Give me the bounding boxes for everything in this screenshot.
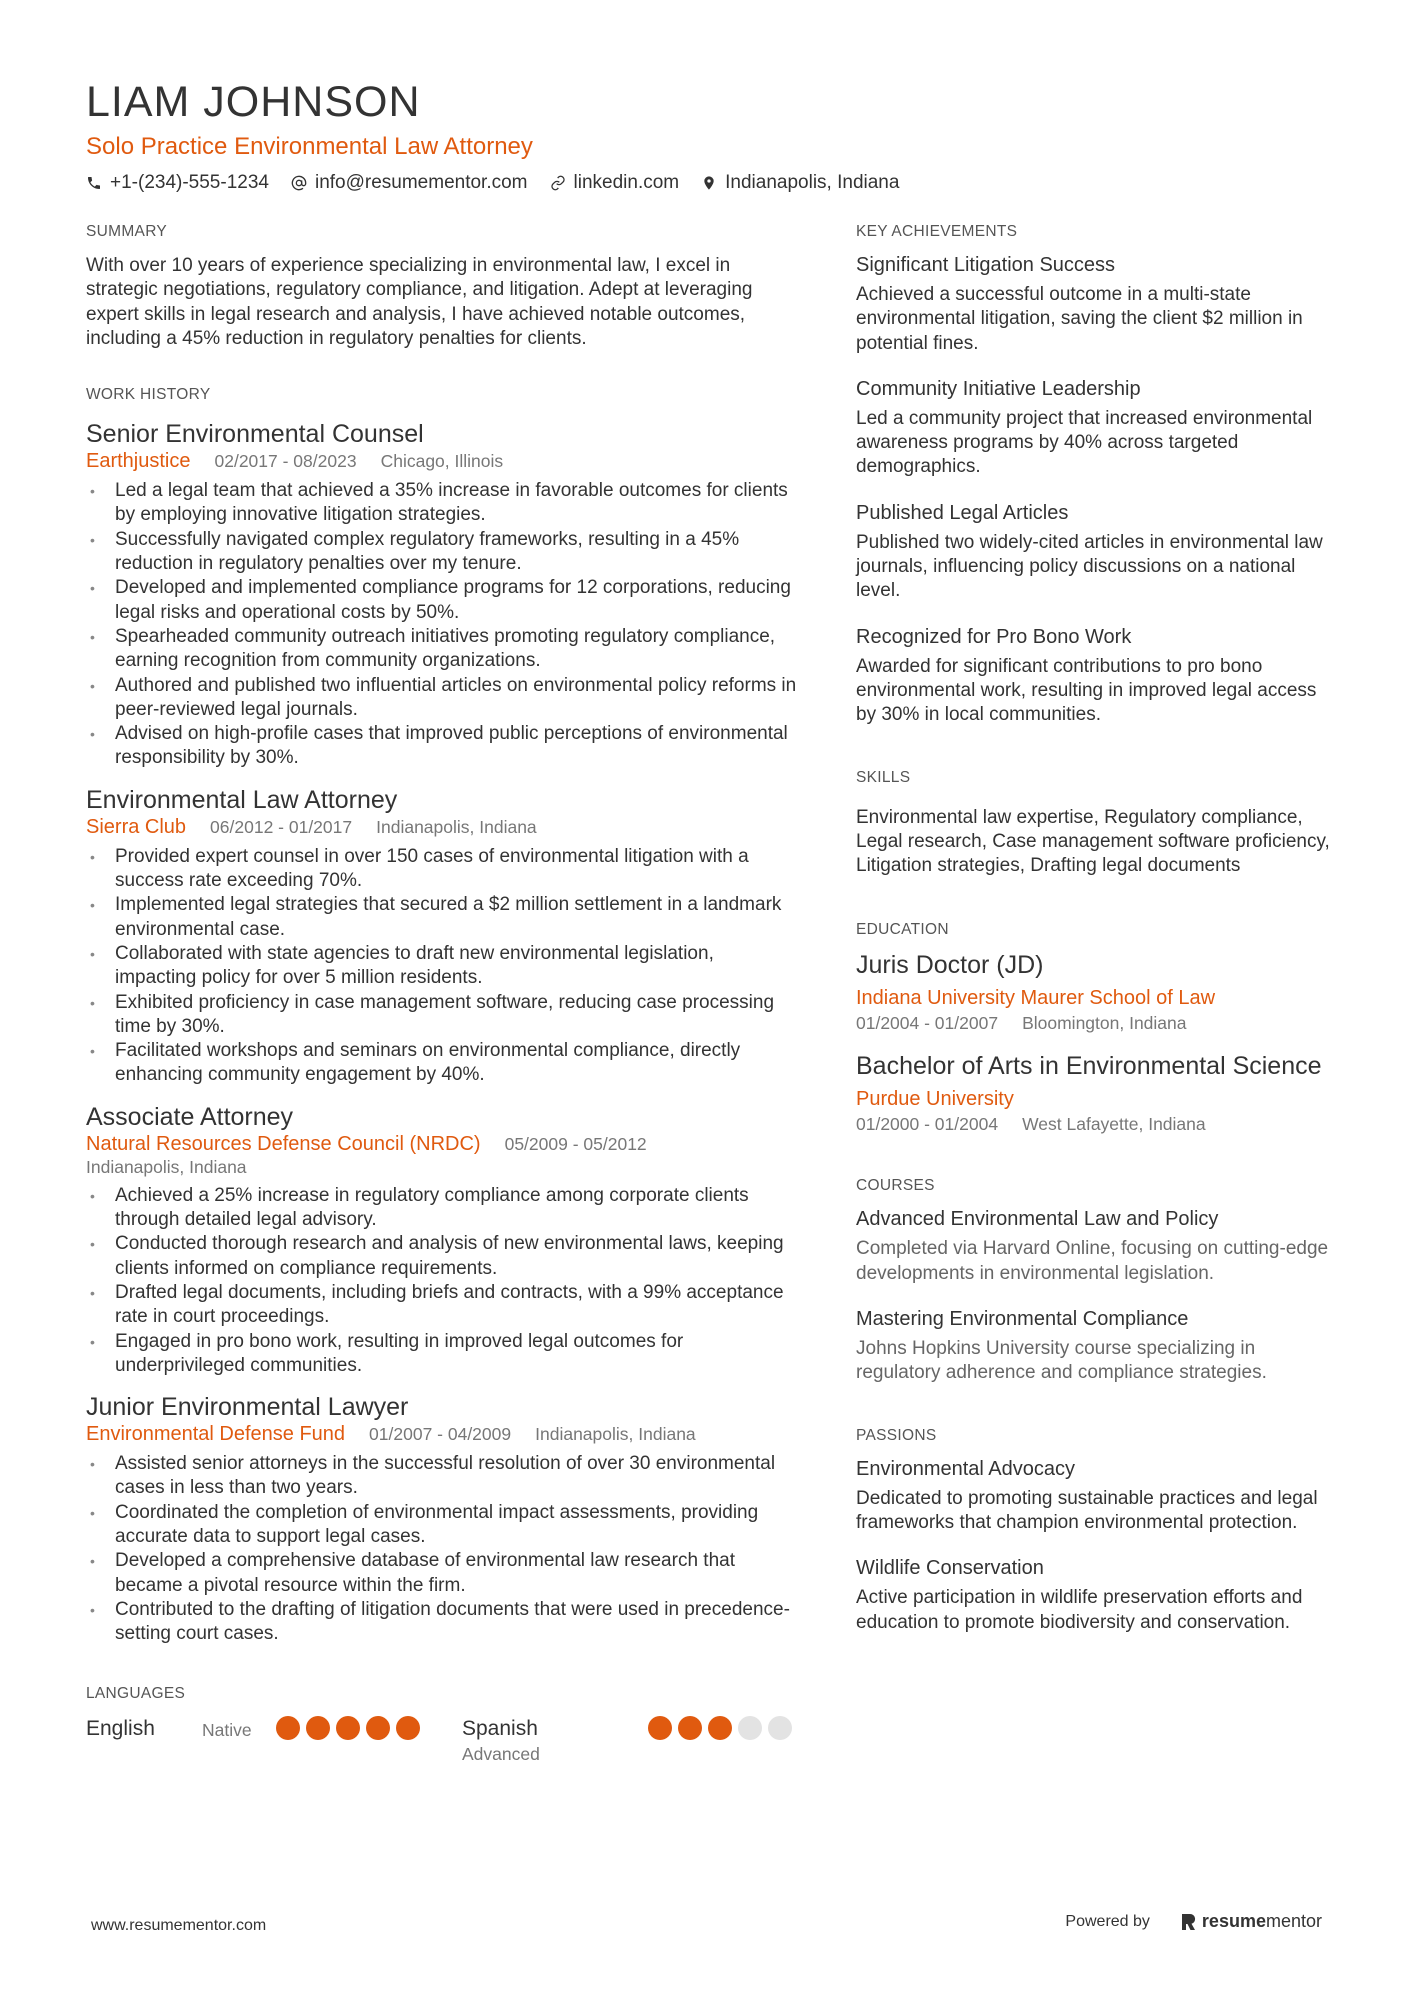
job-location: Chicago, Illinois bbox=[380, 451, 504, 472]
achievement-desc: Published two widely-cited articles in environmental law journals, influencing policy discussions on a national level. bbox=[856, 531, 1323, 602]
education-degree: Juris Doctor (JD) bbox=[856, 951, 1044, 980]
job-meta bbox=[86, 449, 798, 473]
job-company: Environmental Defense Fund bbox=[86, 1423, 346, 1446]
job-bullet: • Coordinated the completion of environmental impact assessments, providing accurate data to support legal cases. bbox=[86, 1501, 798, 1550]
language-item bbox=[86, 1716, 462, 1766]
job-bullet: • Authored and published two influential articles on environmental policy reforms in peer-reviewed legal journals. bbox=[86, 674, 798, 723]
rating-dot-filled bbox=[336, 1716, 360, 1740]
rating-dot-filled bbox=[648, 1716, 672, 1740]
achievement-item bbox=[856, 624, 1336, 728]
languages-heading: LANGUAGES bbox=[86, 1685, 186, 1703]
education-dates: 01/2004 - 01/2007 bbox=[856, 1013, 999, 1034]
education-meta bbox=[856, 1011, 1336, 1035]
job-bullet: • Provided expert counsel in over 150 cases of environmental litigation with a success rate exceeding 70%. bbox=[86, 845, 798, 894]
education-heading: EDUCATION bbox=[856, 921, 949, 939]
contact-linkedin[interactable] bbox=[550, 170, 680, 196]
brand-regular: mentor bbox=[1265, 1911, 1322, 1931]
education-degree: Bachelor of Arts in Environmental Science bbox=[856, 1052, 1322, 1081]
job-dates: 05/2009 - 05/2012 bbox=[504, 1133, 647, 1154]
email-text: info@resumementor.com bbox=[314, 172, 528, 193]
skills-section bbox=[856, 768, 1336, 879]
job-bullet: • Drafted legal documents, including briefs and contracts, with a 99% acceptance rate in court proceedings. bbox=[86, 1281, 798, 1330]
language-level: Advanced bbox=[462, 1744, 540, 1765]
brand-bold: resume bbox=[1201, 1911, 1266, 1931]
job-meta bbox=[86, 1132, 798, 1156]
phone-text: +1-(234)-555-1234 bbox=[110, 172, 269, 193]
achievement-desc: Led a community project that increased environmental awareness programs by 40% across targeted demographics. bbox=[856, 407, 1313, 478]
job-location: Indianapolis, Indiana bbox=[86, 1156, 247, 1177]
rating-dot-filled bbox=[306, 1716, 330, 1740]
right-column bbox=[856, 222, 1336, 1635]
job-entry bbox=[86, 1102, 798, 1378]
language-item bbox=[462, 1716, 798, 1766]
language-name: English bbox=[86, 1717, 155, 1741]
education-school: Indiana University Maurer School of Law bbox=[856, 987, 1216, 1010]
achievement-desc: Achieved a successful outcome in a multi-state environmental litigation, saving the client $2 million in potential fines. bbox=[856, 284, 1303, 354]
job-bullet: • Engaged in pro bono work, resulting in improved legal outcomes for underprivileged communities. bbox=[86, 1330, 798, 1379]
course-desc: Completed via Harvard Online, focusing on cutting-edge developments in environmental legislation. bbox=[856, 1238, 1329, 1284]
education-item bbox=[856, 950, 1336, 1035]
rating-dot-filled bbox=[678, 1716, 702, 1740]
phone-icon bbox=[86, 175, 102, 191]
work-history-section bbox=[86, 385, 798, 1646]
job-bullets bbox=[86, 1184, 798, 1378]
job-company: Sierra Club bbox=[86, 815, 187, 838]
contact-phone[interactable] bbox=[86, 170, 269, 196]
language-rating bbox=[276, 1716, 426, 1740]
passion-item bbox=[856, 1555, 1336, 1635]
job-bullet: • Implemented legal strategies that secured a $2 million settlement in a landmark environmental case. bbox=[86, 893, 798, 942]
language-level: Native bbox=[202, 1720, 252, 1741]
education-section bbox=[856, 920, 1336, 1136]
job-bullet: • Developed a comprehensive database of environmental law research that became a pivotal resource within the firm. bbox=[86, 1549, 798, 1598]
footer-branding bbox=[1065, 1911, 1322, 1932]
achievement-item bbox=[856, 500, 1336, 604]
courses-section bbox=[856, 1176, 1336, 1385]
language-rating bbox=[648, 1716, 798, 1740]
powered-by-label: Powered by bbox=[1065, 1912, 1150, 1930]
job-dates: 02/2017 - 08/2023 bbox=[214, 451, 357, 472]
achievements-heading: KEY ACHIEVEMENTS bbox=[856, 223, 1018, 240]
job-bullet: • Successfully navigated complex regulatory frameworks, resulting in a 45% reduction in regulatory penalties over my tenure. bbox=[86, 528, 798, 577]
rating-dot-empty bbox=[768, 1716, 792, 1740]
passions-section bbox=[856, 1426, 1336, 1635]
job-bullet: • Conducted thorough research and analysis of new environmental laws, keeping clients informed on compliance requirements. bbox=[86, 1232, 798, 1281]
courses-heading: COURSES bbox=[856, 1177, 935, 1195]
job-entry bbox=[86, 1392, 798, 1646]
brand-logo[interactable] bbox=[1180, 1911, 1322, 1932]
job-bullets bbox=[86, 845, 798, 1088]
left-column bbox=[86, 222, 798, 1766]
summary-text: With over 10 years of experience specializing in environmental law, I excel in strategic negotiations, regulatory compliance, and litigation. Adept at leveraging expert skills in legal research and analysis, I have achieved notable outcomes, including a 45% reduction in regulatory penalties for clients. bbox=[86, 255, 753, 349]
job-bullet: • Achieved a 25% increase in regulatory compliance among corporate clients through detailed legal advisory. bbox=[86, 1184, 798, 1233]
job-title: Junior Environmental Lawyer bbox=[86, 1393, 409, 1422]
course-title: Mastering Environmental Compliance bbox=[856, 1308, 1189, 1331]
rating-dot-filled bbox=[276, 1716, 300, 1740]
passion-title: Wildlife Conservation bbox=[856, 1557, 1044, 1580]
summary-heading: SUMMARY bbox=[86, 223, 168, 240]
location-text: Indianapolis, Indiana bbox=[725, 172, 900, 193]
rating-dot-empty bbox=[738, 1716, 762, 1740]
language-name-wrap bbox=[86, 1716, 202, 1742]
job-meta bbox=[86, 815, 798, 839]
contact-location bbox=[701, 170, 899, 196]
achievement-title: Community Initiative Leadership bbox=[856, 377, 1141, 400]
job-company: Natural Resources Defense Council (NRDC) bbox=[86, 1132, 481, 1155]
location-pin-icon bbox=[701, 175, 717, 191]
achievement-title: Significant Litigation Success bbox=[856, 254, 1116, 276]
contact-bar bbox=[86, 170, 1336, 196]
passions-heading: PASSIONS bbox=[856, 1426, 937, 1444]
job-dates: 06/2012 - 01/2017 bbox=[210, 816, 353, 837]
education-location: Bloomington, Indiana bbox=[1022, 1013, 1187, 1034]
achievements-section bbox=[856, 222, 1336, 728]
candidate-name: LIAM JOHNSON bbox=[86, 78, 421, 126]
rating-dot-filled bbox=[708, 1716, 732, 1740]
job-company: Earthjustice bbox=[86, 450, 191, 473]
link-icon bbox=[550, 175, 566, 191]
work-history-heading: WORK HISTORY bbox=[86, 386, 211, 404]
summary-section bbox=[86, 222, 798, 351]
languages-row bbox=[86, 1716, 798, 1766]
course-desc: Johns Hopkins University course specializing in regulatory adherence and compliance strategies. bbox=[856, 1338, 1267, 1384]
education-meta bbox=[856, 1112, 1336, 1136]
passion-desc: Active participation in wildlife preservation efforts and education to promote biodiversity and conservation. bbox=[856, 1587, 1303, 1633]
contact-email[interactable] bbox=[291, 170, 528, 196]
job-location: Indianapolis, Indiana bbox=[376, 816, 537, 837]
job-entry bbox=[86, 785, 798, 1088]
language-name-wrap bbox=[462, 1716, 648, 1766]
skills-text: Environmental law expertise, Regulatory compliance, Legal research, Case management software proficiency, Litigation strategies, Drafting legal documents bbox=[856, 806, 1330, 877]
job-title: Environmental Law Attorney bbox=[86, 785, 398, 814]
job-meta bbox=[86, 1422, 798, 1446]
footer-website[interactable]: www.resumementor.com bbox=[91, 1917, 267, 1934]
job-title: Senior Environmental Counsel bbox=[86, 420, 424, 449]
job-bullet: • Led a legal team that achieved a 35% increase in favorable outcomes for clients by employing innovative litigation strategies. bbox=[86, 479, 798, 528]
job-bullet: • Spearheaded community outreach initiatives promoting regulatory compliance, earning recognition from community organizations. bbox=[86, 625, 798, 674]
job-bullet: • Exhibited proficiency in case management software, reducing case processing time by 30%. bbox=[86, 991, 798, 1040]
job-bullets bbox=[86, 479, 798, 771]
passion-desc: Dedicated to promoting sustainable practices and legal frameworks that champion environmental protection. bbox=[856, 1487, 1318, 1533]
job-location: Indianapolis, Indiana bbox=[535, 1424, 696, 1445]
course-title: Advanced Environmental Law and Policy bbox=[856, 1208, 1219, 1231]
job-bullet: • Collaborated with state agencies to draft new environmental legislation, impacting policy for over 5 million residents. bbox=[86, 942, 798, 991]
linkedin-text: linkedin.com bbox=[573, 172, 680, 193]
job-bullet: • Facilitated workshops and seminars on environmental compliance, directly enhancing community engagement by 40%. bbox=[86, 1039, 798, 1088]
rating-dot-filled bbox=[366, 1716, 390, 1740]
job-bullet: • Assisted senior attorneys in the successful resolution of over 30 environmental cases in less than two years. bbox=[86, 1452, 798, 1501]
passion-title: Environmental Advocacy bbox=[856, 1457, 1076, 1480]
job-bullets bbox=[86, 1452, 798, 1646]
education-dates: 01/2000 - 01/2004 bbox=[856, 1114, 999, 1135]
languages-section bbox=[86, 1684, 798, 1766]
achievement-title: Recognized for Pro Bono Work bbox=[856, 625, 1132, 648]
at-icon bbox=[291, 175, 307, 191]
job-title: Associate Attorney bbox=[86, 1102, 294, 1131]
job-bullet: • Developed and implemented compliance programs for 12 corporations, reducing legal risks and operational costs by 50%. bbox=[86, 576, 798, 625]
rating-dot-filled bbox=[396, 1716, 420, 1740]
education-item bbox=[856, 1051, 1336, 1136]
job-bullet: • Advised on high-profile cases that improved public perceptions of environmental responsibility by 30%. bbox=[86, 722, 798, 771]
brand-mark-icon bbox=[1180, 1913, 1196, 1931]
passion-item bbox=[856, 1456, 1336, 1536]
achievement-item bbox=[856, 252, 1336, 356]
achievement-desc: Awarded for significant contributions to pro bono environmental work, resulting in improved legal access by 30% in local communities. bbox=[856, 655, 1317, 726]
job-bullet: • Contributed to the drafting of litigation documents that were used in precedence-setting court cases. bbox=[86, 1598, 798, 1647]
job-entry bbox=[86, 419, 798, 771]
education-school: Purdue University bbox=[856, 1088, 1014, 1111]
job-dates: 01/2007 - 04/2009 bbox=[369, 1424, 512, 1445]
language-name: Spanish bbox=[462, 1717, 538, 1741]
achievement-item bbox=[856, 376, 1336, 480]
achievement-title: Published Legal Articles bbox=[856, 501, 1069, 524]
course-item bbox=[856, 1206, 1336, 1286]
education-location: West Lafayette, Indiana bbox=[1022, 1114, 1206, 1135]
course-item bbox=[856, 1306, 1336, 1386]
skills-heading: SKILLS bbox=[856, 768, 911, 786]
candidate-title: Solo Practice Environmental Law Attorney bbox=[86, 133, 533, 160]
resume-header bbox=[86, 74, 1336, 196]
